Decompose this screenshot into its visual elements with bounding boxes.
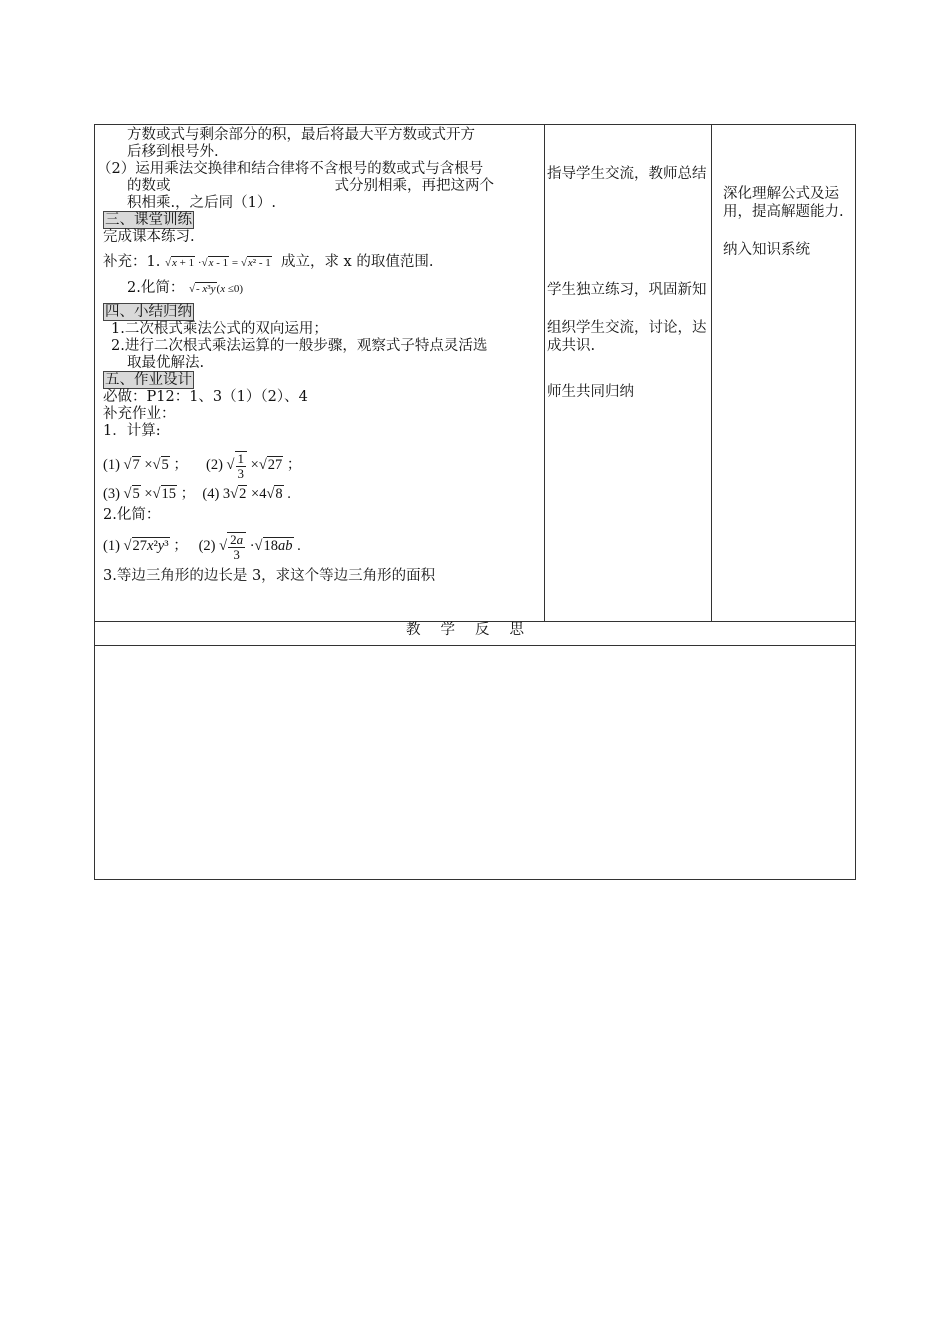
reflection-heading: 教学反思 — [406, 622, 544, 638]
text-line: 必做：P12：1、3（1）（2）、4 — [103, 389, 308, 405]
exercise-row-3: (1) √27x²y³ ； (2) √ $\frac{2a}{3}$ ·√18ab . — [103, 531, 301, 562]
text-fragment: 的数或 — [127, 178, 171, 194]
text-line: 方数或式与剩余部分的积，最后将最大平方数或式开方 — [127, 127, 475, 143]
col-divider-2 — [711, 125, 712, 621]
activity-text: 师生共同归纳 — [547, 384, 634, 400]
text-line: 1．计算: — [103, 423, 161, 439]
intent-text: 深化理解公式及运用，提高解题能力. — [723, 186, 844, 220]
row-divider-2 — [95, 645, 855, 646]
text-fragment: 2.化简： — [127, 280, 185, 296]
text-fragment: 成立，求 x 的取值范围. — [280, 254, 434, 270]
text-line: （2）运用乘法交换律和结合律将不含根号的数或式与含根号 — [97, 161, 484, 177]
lesson-table — [94, 124, 856, 880]
text-line: 后移到根号外. — [127, 144, 219, 160]
section-heading-summary: 四、小结归纳 — [105, 304, 192, 320]
activity-text: 组织学生交流，讨论，达成共识. — [547, 320, 707, 354]
text-line: 完成课本练习. — [103, 229, 195, 245]
text-line: 取最优解法. — [127, 355, 205, 371]
section-heading-homework: 五、作业设计 — [105, 372, 192, 388]
equation: √x + 1 ·√x - 1 = √x² - 1 — [164, 257, 271, 269]
activity-text: 指导学生交流，教师总结 — [547, 166, 707, 182]
text-fragment: 式分别相乘，再把这两个 — [334, 178, 494, 194]
intent-text: 纳入知识系统 — [723, 242, 810, 258]
text-line: 1.二次根式乘法公式的双向运用； — [111, 321, 328, 337]
activity-text: 学生独立练习，巩固新知 — [547, 282, 707, 298]
supplement-1 — [103, 254, 539, 272]
text-line: 积相乘.，之后同（1）. — [127, 195, 276, 211]
supplement-2 — [103, 280, 539, 298]
text-line: 2.进行二次根式乘法运算的一般步骤，观察式子特点灵活选 — [111, 338, 488, 354]
exercise-row-2: (3) √5 ×√15 ； (4) 3√2 ×4√8 . — [103, 486, 291, 502]
text-line: 3.等边三角形的边长是 3，求这个等边三角形的面积 — [103, 568, 436, 584]
text-line — [103, 178, 539, 195]
col-divider-1 — [544, 125, 545, 621]
lesson-content-column — [97, 127, 539, 585]
text-line: 补充作业： — [103, 406, 176, 422]
design-intent-column — [723, 185, 847, 259]
teacher-activity-column — [547, 165, 709, 401]
expression: √- x³y(x ≤0) — [188, 283, 244, 295]
section-heading-training: 三、课堂训练 — [105, 212, 192, 228]
text-line: 2.化简： — [103, 507, 161, 523]
text-fragment: 补充：1. — [103, 254, 161, 270]
exercise-row-1: (1) √7 ×√5 ； (2) √ $\frac{1}{3}$ ×√27 ； — [103, 450, 302, 481]
